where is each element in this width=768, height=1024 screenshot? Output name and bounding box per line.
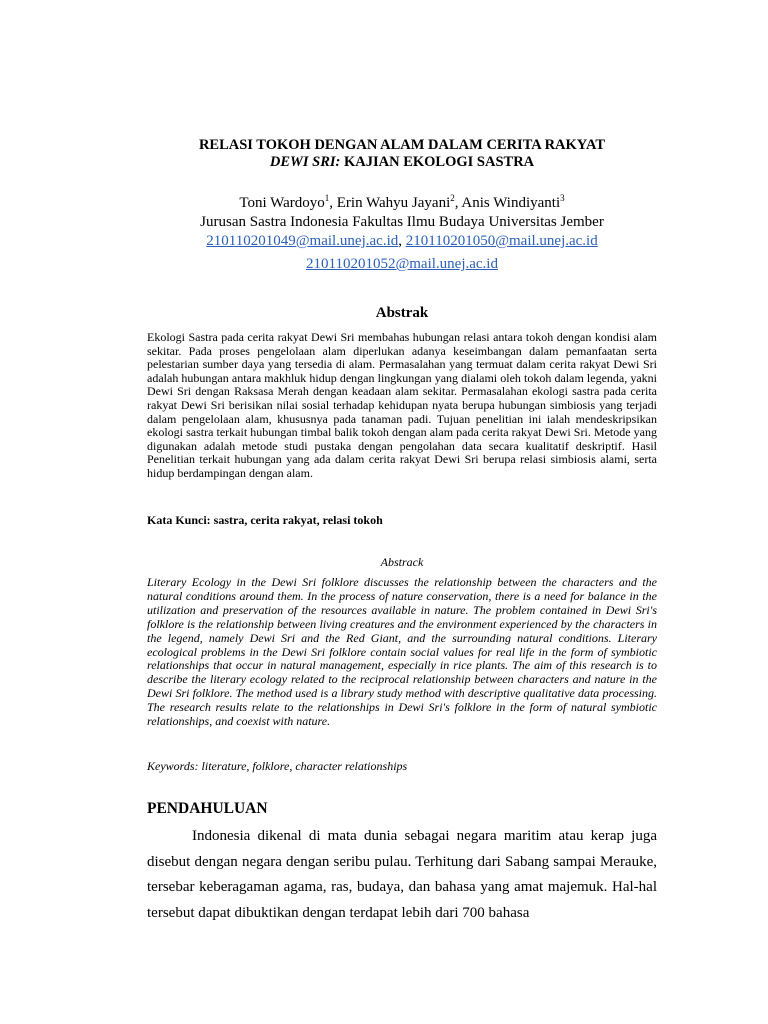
email-link-1[interactable]: 210110201049@mail.unej.ac.id bbox=[206, 233, 399, 249]
title-italic-part: DEWI SRI: bbox=[269, 154, 341, 170]
email-link-3[interactable]: 210110201052@mail.unej.ac.id bbox=[306, 256, 498, 272]
abstract-en-text: Literary Ecology in the Dewi Sri folklore discusses the relationship between the characters and the natural conditions around them. In the process of nature conservation, there is a need for balance in the utilization and preservation of the resources available in nature. The problem contained in Dewi Sri's folklore is the relationship between living creatures and the environment experienced by the characters in the legend, namely Dewi Sri and the Red Giant, and the surrounding natural conditions. Literary ecological problems in the Dewi Sri folklore contain social values for real life in the form of symbiotic relationships that occur in natural management, especially in rice plants. The aim of this research is to describe the literary ecology related to the reciprocal relationship between characters and nature in the Dewi Sri folklore. The method used is a library study method with descriptive qualitative data processing. The research results relate to the relationships in Dewi Sri's folklore in the form of natural symbiotic relationships, and coexist with nature. bbox=[147, 575, 657, 729]
section-body bbox=[147, 824, 657, 926]
email-separator: , bbox=[398, 233, 406, 249]
abstract-en-heading: Abstrack bbox=[380, 555, 424, 569]
author-2-sup: 2 bbox=[450, 193, 455, 203]
section-body-text: Indonesia dikenal di mata dunia sebagai negara maritim atau kerap juga disebut dengan negara dengan seribu pulau. Terhitung dari Sabang sampai Merauke, tersebar keberagaman agama, ras, budaya, dan bahasa yang amat majemuk. Hal-hal tersebut dapat dibuktikan dengan terdapat lebih dari 700 bahasa bbox=[147, 828, 657, 921]
author-block bbox=[0, 194, 768, 251]
author-2: , Erin Wahyu Jayani bbox=[329, 195, 451, 211]
title-line-2 bbox=[0, 154, 768, 171]
title-line-1: RELASI TOKOH DENGAN ALAM DALAM CERITA RAKYAT bbox=[198, 137, 606, 153]
abstract-en-keywords: Keywords: literature, folklore, character relationships bbox=[147, 759, 408, 773]
section-heading: PENDAHULUAN bbox=[147, 800, 268, 817]
abstract-id-text: Ekologi Sastra pada cerita rakyat Dewi Sri membahas hubungan relasi antara tokoh dengan kondisi alam sekitar. Pada proses pengelolaan alam diperlukan adanya keseimbangan dalam pemanfaatan serta pelestarian sumber daya yang tersedia di alam. Permasalahan yang termuat dalam cerita rakyat Dewi Sri adalah hubungan antara makhluk hidup dengan lingkungan yang dialami oleh tokoh dalam legenda, yakni Dewi Sri dengan Raksasa Merah dengan keadaan alam sekitar. Permasalahan ekologi sastra pada cerita rakyat Dewi Sri berisikan nilai sosial terhadap kehidupan nyata berupa hubungan simbiosis yang terjadi dalam pengelolaan alam, khususnya pada tanaman padi. Tujuan penelitian ini ialah mendeskripsikan ekologi sastra terkait hubungan timbal balik tokoh dengan alam pada cerita rakyat Dewi Sri. Metode yang digunakan adalah metode studi pustaka dengan pengolahan data secara kualitatif deskriptif. Hasil Penelitian terkait hubungan yang ada dalam cerita rakyat Dewi Sri berupa relasi simbiosis alami, serta hidup berdampingan dengan alam. bbox=[147, 330, 657, 480]
abstract-id-heading: Abstrak bbox=[375, 305, 429, 321]
paper-title bbox=[0, 137, 768, 171]
author-1: Toni Wardoyo bbox=[239, 195, 325, 211]
author-1-sup: 1 bbox=[324, 193, 330, 203]
email-link-2[interactable]: 210110201050@mail.unej.ac.id bbox=[405, 233, 598, 249]
email-line-1 bbox=[0, 232, 768, 251]
title-rest-part: KAJIAN EKOLOGI SASTRA bbox=[340, 154, 535, 170]
author-names bbox=[0, 194, 768, 213]
email-line-2 bbox=[0, 256, 768, 273]
author-3: , Anis Windiyanti bbox=[454, 195, 561, 211]
abstract-id-keywords: Kata Kunci: sastra, cerita rakyat, relasi tokoh bbox=[147, 513, 383, 527]
affiliation: Jurusan Sastra Indonesia Fakultas Ilmu Budaya Universitas Jember bbox=[200, 214, 604, 230]
author-3-sup: 3 bbox=[560, 193, 565, 203]
